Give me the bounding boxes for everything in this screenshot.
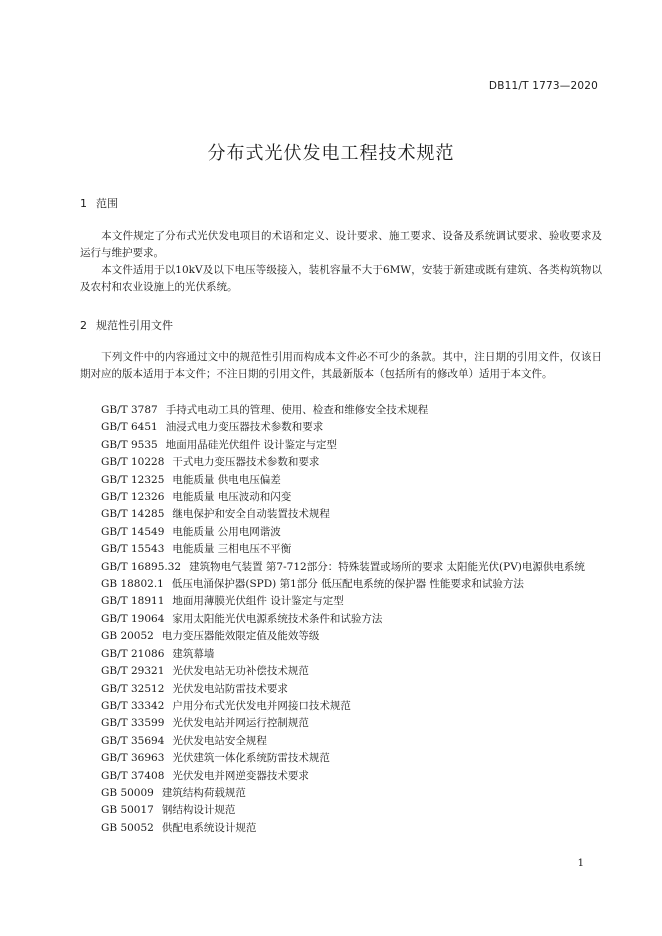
reference-title: 建筑物电气装置 第7-712部分：特殊装置或场所的要求 太阳能光伏(PV)电源供电系统: [189, 560, 585, 573]
section-number: 2: [80, 319, 87, 332]
reference-item: [80, 663, 602, 680]
reference-title: 油浸式电力变压器技术参数和要求: [165, 421, 324, 434]
reference-item: [80, 559, 602, 576]
reference-item: [80, 715, 602, 732]
references-intro-paragraph: 下列文件中的内容通过文中的规范性引用而构成本文件必不可少的条款。其中，注日期的引用文件，仅该日期对应的版本适用于本文件；不注日期的引用文件，其最新版本（包括所有的修改单）适用于本文件。: [80, 351, 602, 380]
reference-title: 地面用晶硅光伏组件 设计鉴定与定型: [165, 438, 338, 451]
reference-item: [80, 768, 602, 785]
reference-code: GB/T 15543: [101, 543, 165, 556]
reference-item: [80, 820, 602, 837]
reference-title: 钢结构设计规范: [161, 804, 236, 817]
reference-code: GB 50009: [101, 786, 154, 799]
reference-code: GB 50017: [101, 804, 154, 817]
reference-code: GB 18802.1: [101, 578, 164, 591]
reference-title: 光伏发电站无功补偿技术规范: [172, 665, 309, 678]
reference-title: 电能质量 三相电压不平衡: [172, 543, 292, 556]
reference-title: 供配电系统设计规范: [161, 821, 257, 834]
reference-title: 继电保护和安全自动装置技术规程: [172, 508, 330, 521]
reference-item: [80, 802, 602, 819]
reference-item: [80, 402, 602, 419]
reference-title: 电力变压器能效限定值及能效等级: [161, 630, 320, 643]
reference-code: GB/T 32512: [101, 682, 165, 695]
reference-item: [80, 576, 602, 593]
reference-item: [80, 593, 602, 610]
reference-code: GB 20052: [101, 630, 154, 643]
scope-paragraph-2: 本文件适用于以10kV及以下电压等级接入，装机容量不大于6MW，安装于新建或既有建筑、各类构筑物以及农村和农业设施上的光伏系统。: [80, 264, 602, 293]
reference-code: GB 50052: [101, 821, 154, 834]
reference-code: GB/T 37408: [101, 769, 165, 782]
reference-item: [80, 785, 602, 802]
reference-code: GB/T 36963: [101, 752, 165, 765]
reference-title: 建筑结构荷载规范: [161, 786, 246, 799]
page-title: 分布式光伏发电工程技术规范: [207, 143, 455, 164]
reference-item: [80, 628, 602, 645]
reference-title: 家用太阳能光伏电源系统技术条件和试验方法: [172, 612, 383, 625]
section-heading-scope: [80, 195, 118, 211]
reference-code: GB/T 6451: [101, 421, 158, 434]
reference-item: [80, 506, 602, 523]
reference-title: 电能质量 供电电压偏差: [172, 473, 281, 486]
reference-item: [80, 419, 602, 436]
reference-code: GB/T 29321: [101, 665, 165, 678]
reference-code: GB/T 33342: [101, 699, 165, 712]
reference-code: GB/T 35694: [101, 734, 165, 747]
reference-title: 手持式电动工具的管理、使用、检查和维修安全技术规程: [165, 404, 429, 416]
reference-item: [80, 698, 602, 715]
reference-title: 电能质量 公用电网谐波: [172, 525, 281, 538]
reference-title: 建筑幕墙: [172, 647, 215, 660]
reference-list: [80, 402, 602, 837]
reference-code: GB/T 14549: [101, 525, 165, 538]
reference-code: GB/T 14285: [101, 508, 165, 521]
reference-code: GB/T 16895.32: [101, 560, 182, 573]
reference-code: GB/T 9535: [101, 438, 158, 451]
reference-title: 光伏发电并网逆变器技术要求: [172, 769, 309, 782]
reference-item: [80, 733, 602, 750]
reference-item: [80, 750, 602, 767]
reference-item: [80, 541, 602, 558]
reference-title: 光伏发电站防雷技术要求: [172, 682, 288, 695]
section-title: 规范性引用文件: [96, 319, 173, 332]
reference-code: GB/T 10228: [101, 456, 165, 469]
document-code: DB11/T 1773—2020: [488, 80, 598, 92]
reference-item: [80, 681, 602, 698]
reference-item: [80, 611, 602, 628]
reference-code: GB/T 12325: [101, 473, 165, 486]
reference-item: [80, 472, 602, 489]
reference-code: GB/T 12326: [101, 491, 165, 504]
reference-title: 地面用薄膜光伏组件 设计鉴定与定型: [172, 595, 344, 608]
reference-title: 户用分布式光伏发电并网接口技术规范: [172, 699, 351, 712]
reference-title: 光伏发电站安全规程: [172, 734, 267, 747]
reference-item: [80, 454, 602, 471]
reference-title: 干式电力变压器技术参数和要求: [172, 456, 320, 469]
reference-title: 电能质量 电压波动和闪变: [172, 491, 292, 504]
page-number: 1: [577, 858, 584, 869]
reference-item: [80, 524, 602, 541]
reference-code: GB/T 33599: [101, 717, 165, 730]
reference-title: 低压电涌保护器(SPD) 第1部分 低压配电系统的保护器 性能要求和试验方法: [171, 578, 524, 591]
section-title: 范围: [96, 197, 118, 210]
section-heading-normative-references: [80, 317, 173, 333]
reference-item: [80, 646, 602, 663]
reference-item: [80, 437, 602, 454]
reference-title: 光伏建筑一体化系统防雷技术规范: [172, 752, 330, 765]
section-number: 1: [80, 197, 87, 210]
reference-code: GB/T 19064: [101, 612, 165, 625]
reference-title: 光伏发电站并网运行控制规范: [172, 717, 309, 730]
reference-code: GB/T 18911: [101, 595, 165, 608]
reference-item: [80, 489, 602, 506]
reference-code: GB/T 21086: [101, 647, 165, 660]
reference-code: GB/T 3787: [101, 404, 158, 416]
scope-paragraph-1: 本文件规定了分布式光伏发电项目的术语和定义、设计要求、施工要求、设备及系统调试要求、验收要求及运行与维护要求。: [80, 230, 602, 259]
